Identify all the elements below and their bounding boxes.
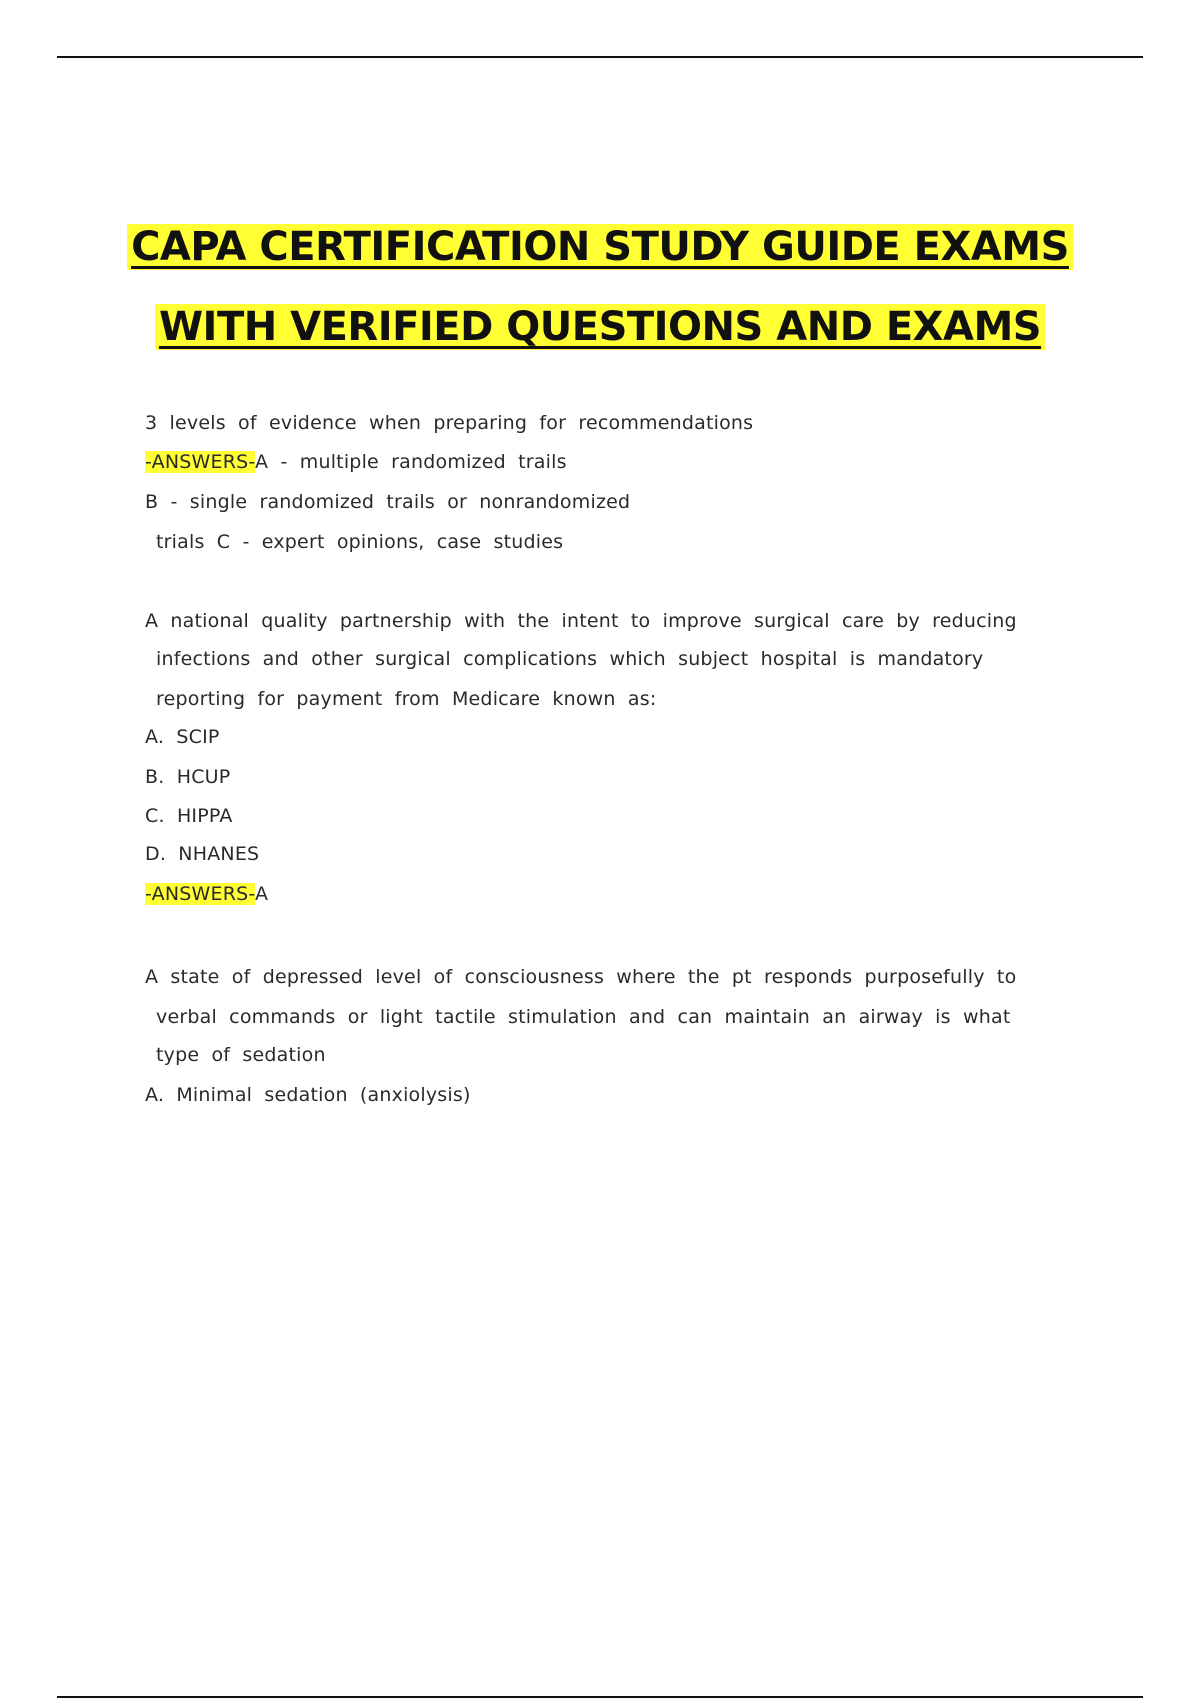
- q2-answer: [145, 883, 268, 905]
- q3-option-a: A. Minimal sedation (anxiolysis): [145, 1084, 471, 1106]
- top-rule: [57, 56, 1143, 58]
- q3-question-line-3: type of sedation: [156, 1044, 326, 1066]
- q3-question-line-2: verbal commands or light tactile stimulation and can maintain an airway is what: [156, 1006, 1011, 1028]
- title-line-2: [0, 304, 1200, 350]
- q1-answer-text: A - multiple randomized trails: [255, 451, 567, 473]
- q3-question-line-1: A state of depressed level of consciousness where the pt responds purposefully to: [145, 966, 1017, 988]
- q2-option-d: D. NHANES: [145, 843, 260, 865]
- q1-answer-line-2: B - single randomized trails or nonrandomized: [145, 491, 631, 513]
- title-line-2-text: WITH VERIFIED QUESTIONS AND EXAMS: [155, 304, 1045, 350]
- answers-marker: -ANSWERS-: [145, 451, 256, 473]
- q2-question-line-1: A national quality partnership with the intent to improve surgical care by reducing: [145, 610, 1017, 632]
- answers-marker: -ANSWERS-: [145, 883, 256, 905]
- q2-question-line-3: reporting for payment from Medicare known as:: [156, 688, 657, 710]
- q1-question: 3 levels of evidence when preparing for recommendations: [145, 412, 754, 434]
- q2-option-c: C. HIPPA: [145, 805, 233, 827]
- q1-answer-line-1: [145, 451, 567, 473]
- q1-answer-line-3: trials C - expert opinions, case studies: [156, 531, 564, 553]
- q2-option-a: A. SCIP: [145, 726, 220, 748]
- title-line-1-text: CAPA CERTIFICATION STUDY GUIDE EXAMS: [127, 224, 1073, 270]
- title-line-1: [0, 224, 1200, 270]
- q2-question-line-2: infections and other surgical complications which subject hospital is mandatory: [156, 648, 984, 670]
- q2-answer-text: A: [255, 883, 269, 905]
- q2-option-b: B. HCUP: [145, 766, 231, 788]
- bottom-rule: [57, 1696, 1143, 1698]
